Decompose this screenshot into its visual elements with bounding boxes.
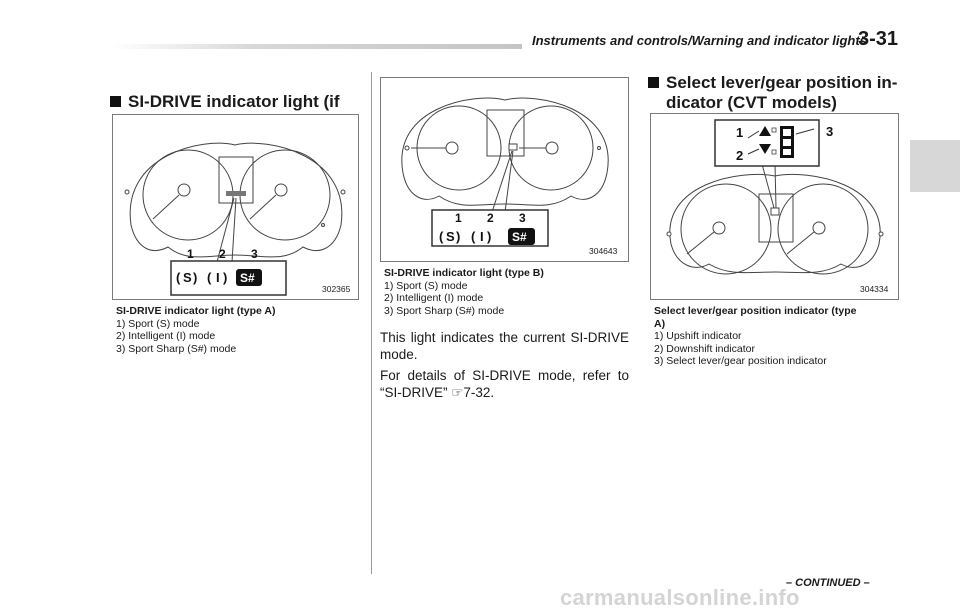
caption-gear-indicator: Select lever/gear position indicator (type A) 1) Upshift indicator 2) Downshift indicator 3) Select lever/gear position indicator: [654, 305, 899, 368]
caption-item: 2) Intelligent (I) mode: [384, 292, 484, 304]
heading-square-icon: [110, 96, 121, 107]
section-title: Instruments and controls/Warning and indicator lights: [532, 33, 867, 48]
cluster-illustration-gear: [651, 114, 898, 299]
cluster-illustration-type-b: [381, 78, 628, 261]
badge-s-sharp: S#: [512, 230, 527, 244]
caption-item: 3) Select lever/gear position indicator: [654, 355, 827, 367]
badge-s-sharp: S#: [240, 271, 255, 285]
watermark: carmanualsonline.info: [560, 585, 800, 610]
callout-3: 3: [826, 124, 834, 139]
body-paragraph: For details of SI-DRIVE mode, refer to “SI-DRIVE” ☞7-32.: [380, 368, 629, 400]
caption-item: 1) Upshift indicator: [654, 330, 742, 342]
svg-text:(: (: [439, 229, 444, 244]
badge-s: S: [183, 270, 192, 285]
header-rule: [110, 44, 522, 49]
body-text: [380, 329, 629, 405]
figure-code: 302365: [322, 284, 351, 294]
figure-code: 304334: [860, 284, 889, 294]
caption-item: 1) Sport (S) mode: [384, 279, 468, 292]
caption-type-a: SI-DRIVE indicator light (type A) 1) Sport (S) mode 2) Intelligent (I) mode 3) Sport Sharp (S#) mode: [116, 305, 366, 355]
callout-1: 1: [187, 247, 194, 261]
page-number: 3-31: [858, 28, 899, 50]
svg-text:): ): [193, 270, 198, 285]
body-paragraph: This light indicates the current SI-DRIVE mode.: [380, 330, 629, 362]
callout-2: 2: [219, 247, 226, 261]
callout-2: 2: [736, 148, 744, 163]
svg-text:(: (: [471, 229, 476, 244]
badge-s: S: [446, 229, 455, 244]
callout-3: 3: [251, 247, 258, 261]
svg-text:): ): [456, 229, 461, 244]
svg-text:): ): [487, 229, 492, 244]
caption-type-b: SI-DRIVE indicator light (type B) 1) Sport (S) mode 2) Intelligent (I) mode 3) Sport Sharp (S#) mode: [384, 267, 634, 317]
chapter-tab: [910, 140, 960, 192]
badge-i: I: [216, 270, 220, 285]
caption-item: 3) Sport Sharp (S#) mode: [116, 342, 237, 355]
cluster-illustration-type-a: [113, 115, 358, 299]
caption-item: 3) Sport Sharp (S#) mode: [384, 304, 505, 317]
callout-3: 3: [519, 211, 526, 225]
badge-i: I: [480, 229, 484, 244]
svg-text:(: (: [207, 270, 212, 285]
svg-text:(: (: [176, 270, 181, 285]
gear-indicator-heading: Select lever/gear position in- dicator (CVT models): [648, 73, 903, 113]
figure-code: 304643: [589, 246, 618, 256]
figure-si-drive-type-b: [380, 77, 629, 262]
caption-item: 2) Intelligent (I) mode: [116, 330, 216, 342]
callout-2: 2: [487, 211, 494, 225]
figure-si-drive-type-a: [112, 114, 359, 300]
heading-square-icon: [648, 77, 659, 88]
column-divider: [371, 72, 372, 574]
callout-1: 1: [455, 211, 462, 225]
svg-text:): ): [223, 270, 228, 285]
caption-item: 1) Sport (S) mode: [116, 317, 200, 330]
caption-item: 2) Downshift indicator: [654, 342, 755, 355]
figure-gear-position-indicator: [650, 113, 899, 300]
callout-1: 1: [736, 125, 744, 140]
si-drive-heading: SI-DRIVE indicator light (if: [110, 92, 360, 132]
continued-label: – CONTINUED –: [786, 577, 870, 589]
